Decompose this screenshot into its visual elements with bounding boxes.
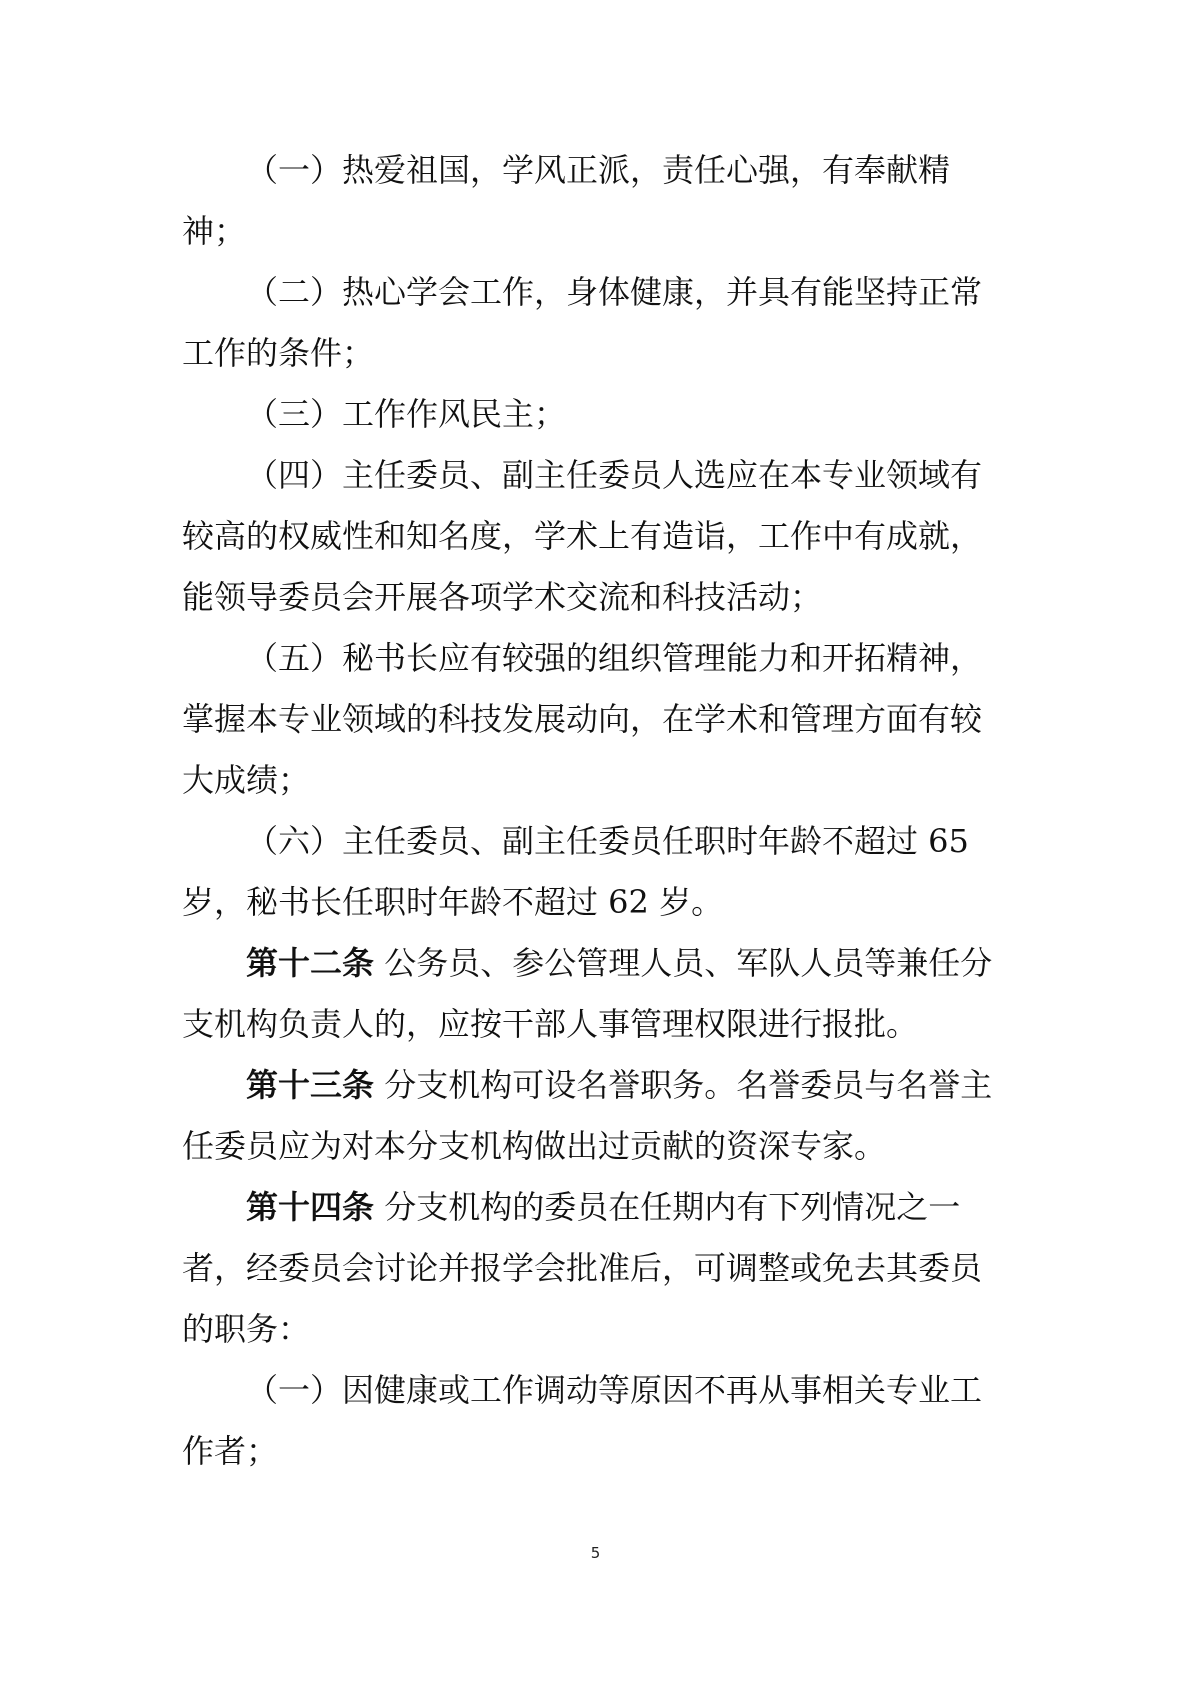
paragraph-line: （三）工作作风民主； (246, 395, 567, 433)
article-heading: 第十四条 (246, 1188, 375, 1226)
paragraph-line: 神； (182, 212, 247, 250)
paragraph-line: 工作的条件； (182, 334, 375, 372)
article-first-line (246, 1063, 992, 1107)
article-heading: 第十二条 (246, 944, 375, 982)
paragraph-line: 岁，秘书长任职时年龄不超过 62 岁。 (182, 883, 724, 921)
paragraph-line: （一）热爱祖国，学风正派，责任心强，有奉献精 (246, 151, 951, 189)
paragraph-line: 较高的权威性和知名度，学术上有造诣，工作中有成就， (182, 517, 983, 555)
article-text: 分支机构可设名誉职务。名誉委员与名誉主 (374, 1066, 993, 1104)
paragraph-line: （四）主任委员、副主任委员人选应在本专业领域有 (246, 456, 983, 494)
paragraph-line: （五）秘书长应有较强的组织管理能力和开拓精神， (246, 639, 983, 677)
paragraph-line: （二）热心学会工作，身体健康，并具有能坚持正常 (246, 273, 983, 311)
article-first-line (246, 1185, 960, 1229)
article-text: 分支机构的委员在任期内有下列情况之一 (374, 1188, 961, 1226)
article-heading: 第十三条 (246, 1066, 375, 1104)
paragraph-line: 掌握本专业领域的科技发展动向，在学术和管理方面有较 (182, 700, 983, 738)
paragraph-line: 支机构负责人的，应按干部人事管理权限进行报批。 (182, 1005, 919, 1043)
paragraph-line: 的职务： (182, 1310, 311, 1348)
paragraph-line: 大成绩； (182, 761, 311, 799)
paragraph-line: 能领导委员会开展各项学术交流和科技活动； (182, 578, 823, 616)
paragraph-line: 者，经委员会讨论并报学会批准后，可调整或免去其委员 (182, 1249, 983, 1287)
article-text: 公务员、参公管理人员、军队人员等兼任分 (374, 944, 993, 982)
paragraph-line: 作者； (182, 1432, 279, 1470)
page-number: 5 (590, 1544, 601, 1562)
paragraph-line: （六）主任委员、副主任委员任职时年龄不超过 65 (246, 822, 969, 860)
paragraph-line: 任委员应为对本分支机构做出过贡献的资深专家。 (182, 1127, 887, 1165)
paragraph-line: （一）因健康或工作调动等原因不再从事相关专业工 (246, 1371, 983, 1409)
article-first-line (246, 941, 992, 985)
